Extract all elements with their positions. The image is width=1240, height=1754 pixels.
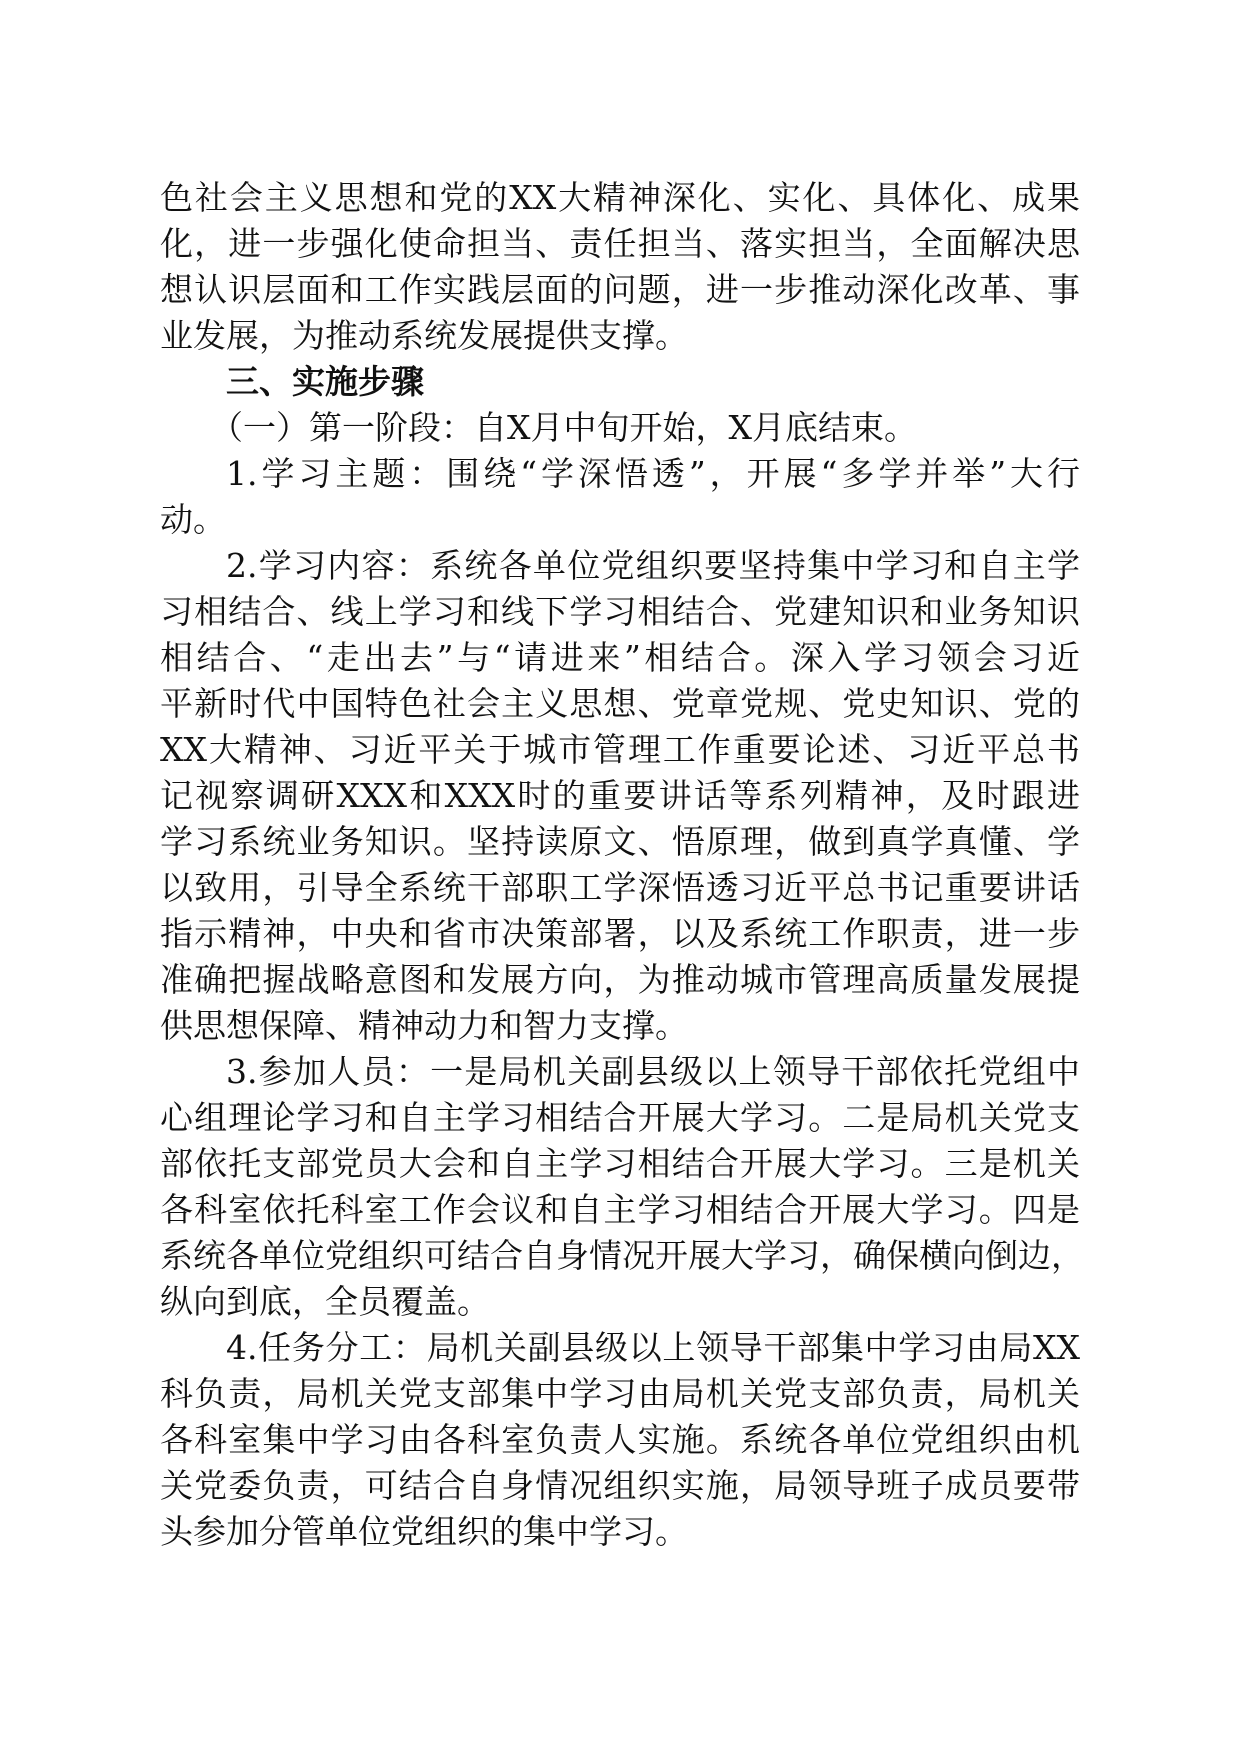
p3-line-5: 系统各单位党组织可结合自身情况开展大学习，确保横向倒边， <box>160 1236 1084 1275</box>
p1-line-2: 动。 <box>160 500 226 539</box>
p0-line-1: 色社会主义思想和党的XX大精神深化、实化、具体化、成果 <box>160 178 1080 217</box>
p2-line-7: 学习系统业务知识。坚持读原文、悟原理，做到真学真懂、学 <box>160 822 1080 861</box>
stage-one-heading: （一）第一阶段：自X月中旬开始，X月底结束。 <box>210 408 917 447</box>
p2-line-9: 指示精神，中央和省市决策部署，以及系统工作职责，进一步 <box>160 914 1080 953</box>
p2-line-6: 记视察调研XXX和XXX时的重要讲话等系列精神，及时跟进 <box>160 776 1080 815</box>
p0-line-4: 业发展，为推动系统发展提供支撑。 <box>160 316 688 355</box>
p4-line-5: 头参加分管单位党组织的集中学习。 <box>160 1512 688 1551</box>
p2-line-3: 相结合、“走出去”与“请进来”相结合。深入学习领会习近 <box>160 638 1080 677</box>
p4-line-2: 科负责，局机关党支部集中学习由局机关党支部负责，局机关 <box>160 1374 1080 1413</box>
p0-line-2: 化，进一步强化使命担当、责任担当、落实担当，全面解决思 <box>160 224 1080 263</box>
p2-line-5: XX大精神、习近平关于城市管理工作重要论述、习近平总书 <box>160 730 1080 769</box>
p2-line-1: 2.学习内容：系统各单位党组织要坚持集中学习和自主学 <box>226 546 1080 585</box>
p2-line-10: 准确把握战略意图和发展方向，为推动城市管理高质量发展提 <box>160 960 1080 999</box>
p4-line-4: 关党委负责，可结合自身情况组织实施，局领导班子成员要带 <box>160 1466 1080 1505</box>
p3-line-2: 心组理论学习和自主学习相结合开展大学习。二是局机关党支 <box>160 1098 1080 1137</box>
p1-line-1: 1.学习主题：围绕“学深悟透”，开展“多学并举”大行 <box>226 454 1080 493</box>
p2-line-2: 习相结合、线上学习和线下学习相结合、党建知识和业务知识 <box>160 592 1080 631</box>
p3-line-6: 纵向到底，全员覆盖。 <box>160 1282 490 1321</box>
section-heading-implementation-steps: 三、实施步骤 <box>226 362 424 401</box>
p2-line-11: 供思想保障、精神动力和智力支撑。 <box>160 1006 688 1045</box>
p4-line-3: 各科室集中学习由各科室负责人实施。系统各单位党组织由机 <box>160 1420 1080 1459</box>
p3-line-3: 部依托支部党员大会和自主学习相结合开展大学习。三是机关 <box>160 1144 1080 1183</box>
p4-line-1: 4.任务分工：局机关副县级以上领导干部集中学习由局XX <box>226 1328 1080 1367</box>
p2-line-8: 以致用，引导全系统干部职工学深悟透习近平总书记重要讲话 <box>160 868 1080 907</box>
p2-line-4: 平新时代中国特色社会主义思想、党章党规、党史知识、党的 <box>160 684 1080 723</box>
p0-line-3: 想认识层面和工作实践层面的问题，进一步推动深化改革、事 <box>160 270 1080 309</box>
p3-line-1: 3.参加人员：一是局机关副县级以上领导干部依托党组中 <box>226 1052 1080 1091</box>
p3-line-4: 各科室依托科室工作会议和自主学习相结合开展大学习。四是 <box>160 1190 1080 1229</box>
